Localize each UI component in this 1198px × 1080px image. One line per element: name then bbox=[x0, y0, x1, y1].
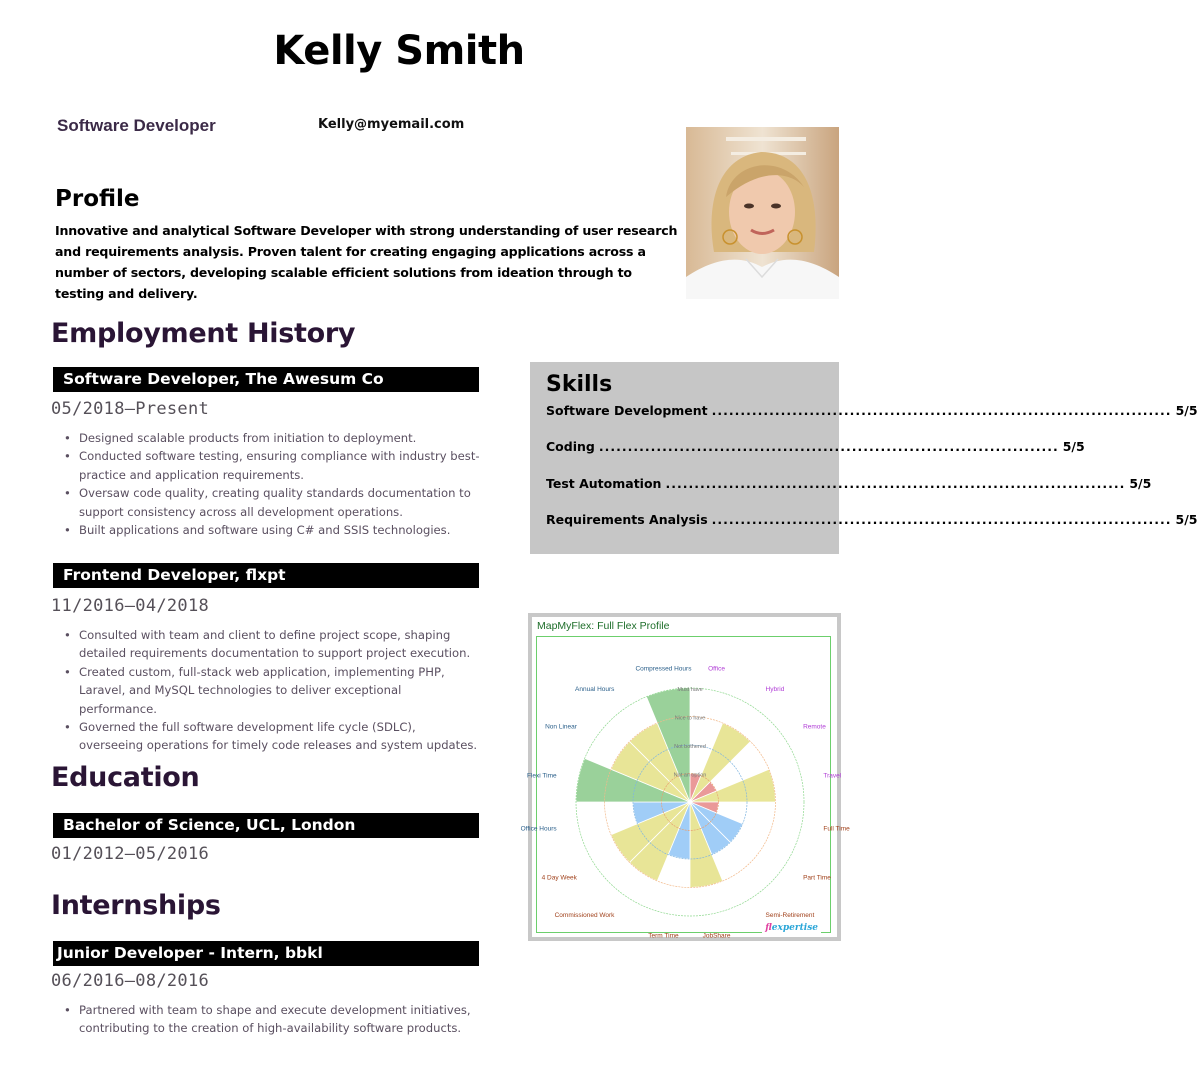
profile-photo bbox=[686, 127, 839, 299]
ring-level-label: Nice to have bbox=[674, 715, 706, 722]
job-title: Software Developer bbox=[57, 116, 216, 135]
category-label: Compressed Hours bbox=[635, 665, 692, 673]
job-bullets bbox=[62, 429, 482, 539]
chart-title: MapMyFlex: Full Flex Profile bbox=[537, 620, 670, 632]
degree-dates: 01/2012–05/2016 bbox=[51, 844, 210, 864]
category-label: Office Hours bbox=[520, 825, 557, 833]
skill-label: Test Automation bbox=[546, 475, 662, 491]
skills-heading: Skills bbox=[546, 372, 613, 397]
email-address: Kelly@myemail.com bbox=[318, 117, 465, 132]
category-label: Flexi Time bbox=[526, 772, 557, 780]
skill-rating: 5/5 bbox=[1175, 511, 1198, 527]
skill-label: Coding bbox=[546, 439, 595, 455]
category-label: 4 Day Week bbox=[541, 874, 577, 882]
bullet-item: • Consulted with team and client to define project scope, shaping detailed requirements documentation to support project execution. bbox=[62, 626, 482, 663]
internship-dates: 06/2016–08/2016 bbox=[51, 971, 210, 991]
education-heading: Education bbox=[51, 762, 200, 793]
portrait-image bbox=[686, 127, 839, 299]
profile-heading: Profile bbox=[55, 186, 140, 212]
category-label: Part Time bbox=[803, 874, 831, 882]
ring-level-label: Not bothered bbox=[674, 744, 706, 750]
skill-label: Software Development bbox=[546, 403, 708, 418]
internship-title-bar: Junior Developer - Intern, bbkl bbox=[53, 941, 479, 966]
polar-area-chart bbox=[520, 617, 850, 940]
category-label: Office bbox=[708, 665, 725, 673]
job-dates: 11/2016–04/2018 bbox=[51, 596, 210, 616]
leader-dots bbox=[712, 403, 1172, 418]
job-title-bar: Frontend Developer, flxpt bbox=[53, 563, 479, 588]
leader-dots bbox=[665, 476, 1125, 491]
brand-f-mark: f bbox=[765, 923, 772, 933]
ring-level-label: Not an option bbox=[673, 772, 707, 779]
category-label: Semi-Retirement bbox=[765, 912, 815, 920]
bullet-item: • Designed scalable products from initiation to deployment. bbox=[62, 429, 482, 447]
bullet-item: • Conducted software testing, ensuring compliance with industry best-practice and application requirements. bbox=[62, 447, 482, 484]
job-bullets bbox=[62, 626, 482, 755]
skill-rating: 5/5 bbox=[1062, 439, 1085, 455]
degree-title-bar: Bachelor of Science, UCL, London bbox=[53, 813, 479, 838]
skill-row bbox=[546, 439, 1085, 475]
skill-label: Requirements Analysis bbox=[546, 511, 708, 527]
employment-history-heading: Employment History bbox=[51, 318, 356, 349]
bullet-item: • Governed the full software development life cycle (SDLC), overseeing operations for timely code releases and system updates. bbox=[62, 718, 482, 755]
bullet-item: • Oversaw code quality, creating quality standards documentation to support consistency across all development operations. bbox=[62, 484, 482, 521]
skill-row bbox=[546, 403, 1198, 439]
internships-heading: Internships bbox=[51, 890, 221, 921]
internship-bullets bbox=[62, 1001, 482, 1038]
category-label: JobShare bbox=[702, 932, 731, 940]
profile-summary: Innovative and analytical Software Developer with strong understanding of user research and requirements analysis. Proven talent for creating engaging applications across a number of sectors, developing scalable efficient solutions from ideation through to testing and delivery. bbox=[55, 223, 678, 301]
skill-rating: 5/5 bbox=[1175, 403, 1198, 418]
flex-profile-chart-inner bbox=[520, 617, 850, 940]
category-label: Travel bbox=[823, 772, 842, 780]
bullet-item: • Created custom, full-stack web application, implementing PHP, Laravel, and MySQL technologies to deliver exceptional performance. bbox=[62, 663, 482, 718]
skills-panel bbox=[530, 362, 1198, 554]
category-label: Hybrid bbox=[765, 685, 785, 693]
category-label: Full Time bbox=[823, 825, 850, 833]
bullet-item: • Built applications and software using C# and SSIS technologies. bbox=[62, 521, 482, 539]
job-title-bar: Software Developer, The Awesum Co bbox=[53, 367, 479, 392]
leader-dots bbox=[712, 512, 1172, 527]
ring-level-label: Must have bbox=[677, 687, 703, 693]
candidate-name bbox=[0, 28, 898, 74]
category-label: Annual Hours bbox=[575, 685, 615, 693]
bullet-item: • Partnered with team to shape and execute development initiatives, contributing to the creation of high-availability software products. bbox=[62, 1001, 482, 1038]
skill-row bbox=[546, 511, 1198, 548]
job-dates: 05/2018–Present bbox=[51, 399, 210, 419]
category-label: Commissioned Work bbox=[554, 912, 615, 920]
category-label: Term Time bbox=[648, 932, 679, 940]
skill-rating: 5/5 bbox=[1129, 475, 1152, 491]
category-label: Remote bbox=[803, 723, 826, 731]
flex-profile-chart-card bbox=[520, 613, 850, 941]
brand-text: lexpertise bbox=[771, 923, 818, 933]
flexpertise-logo bbox=[762, 923, 821, 933]
leader-dots bbox=[599, 439, 1059, 454]
skill-row bbox=[546, 475, 1152, 512]
category-label: Non Linear bbox=[545, 723, 577, 731]
candidate-name-text: Kelly Smith bbox=[273, 28, 525, 74]
